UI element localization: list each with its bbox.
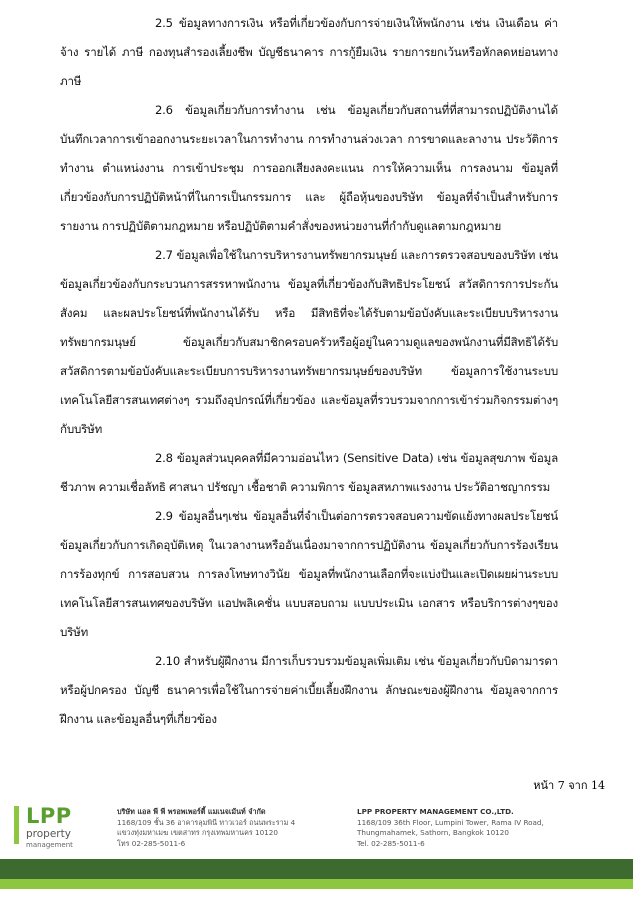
phone-thai: โทร 02-285-5011-6 (117, 838, 186, 848)
paragraph-2-10: 2.10 สำหรับผู้ฝึกงาน มีการเก็บรวบรวมข้อมูลเพิ่มเติม เช่น ข้อมูลเกี่ยวกับบิดามารดาหรือผู้ปกครอง บัญชี ธนาคารเพื่อใช้ในการจ่ายค่าเบี้ยเลี้ยงฝึกงาน ลักษณะของผู้ฝึกงาน ข้อมูลจากการฝึกงาน และข้อมูลอื่นๆที่เกี่ยวข้อง (60, 654, 558, 726)
logo-name: LPP (26, 804, 72, 828)
page-footer (0, 795, 633, 897)
address-english (357, 807, 607, 849)
phone-english: Tel. 02-285-5011-6 (357, 838, 425, 848)
address-line-1-thai: 1168/109 ชั้น 36 อาคารลุมพินี ทาวเวอร์ ถนนพระราม 4 (117, 817, 296, 827)
logo-subtitle-2: management (26, 841, 73, 849)
address-line-2-english: Thungmahamek, Sathorn, Bangkok 10120 (357, 828, 509, 837)
paragraph-2-7: 2.7 ข้อมูลเพื่อใช้ในการบริหารงานทรัพยากรมนุษย์ และการตรวจสอบของบริษัท เช่น ข้อมูลเกี่ยวข้องกับกระบวนการสรรหาพนักงาน ข้อมูลที่เกี่ยวข้องกับสิทธิประโยชน์ สวัสดิการการประกันสังคม และผลประโยชน์ที่พนักงานได้รับ หรือ มีสิทธิที่จะได้รับตามข้อบังคับและระเบียบบริหารงานทรัพยากรมนุษย์ ข้อมูลเกี่ยวกับสมาชิกครอบครัวหรือผู้อยู่ในความดูแลของพนักงานที่มีสิทธิได้รับสวัสดิการตามข้อบังคับและระเบียบการบริหารงานทรัพยากรมนุษย์ของบริษัท ข้อมูลการใช้งานระบบเทคโนโลยีสารสนเทศต่างๆ รวมถึงอุปกรณ์ที่เกี่ยวข้อง และข้อมูลที่รวบรวมจากการเข้าร่วมกิจกรรมต่างๆกับบริษัท (60, 248, 558, 436)
address-line-1-english: 1168/109 36th Floor, Lumpini Tower, Rama IV Road, (357, 817, 544, 827)
footer-band-dark (0, 859, 633, 879)
logo-subtitle: property (26, 828, 71, 840)
paragraph-2-5: 2.5 ข้อมูลทางการเงิน หรือที่เกี่ยวข้องกับการจ่ายเงินให้พนักงาน เช่น เงินเดือน ค่าจ้าง รายได้ ภาษี กองทุนสำรองเลี้ยงชีพ บัญชีธนาคาร การกู้ยืมเงิน รายการยกเว้นหรือหักลดหย่อนทางภาษี (60, 16, 558, 88)
document-body (60, 9, 558, 734)
paragraph-2-9: 2.9 ข้อมูลอื่นๆเช่น ข้อมูลอื่นที่จำเป็นต่อการตรวจสอบความขัดแย้งทางผลประโยชน์ ข้อมูลเกี่ยวกับการเกิดอุบัติเหตุ ในเวลางานหรืออันเนื่องมาจากการปฏิบัติงาน ข้อมูลเกี่ยวกับการร้องเรียน การร้องทุกข์ การสอบสวน การลงโทษทางวินัย ข้อมูลที่พนักงานเลือกที่จะแบ่งปันและเปิดเผยผ่านระบบเทคโนโลยีสารสนเทศของบริษัท แอปพลิเคชั่น แบบสอบถาม แบบประเมิน เอกสาร หรือบริการต่างๆของบริษัท (60, 509, 558, 639)
company-logo (14, 804, 94, 856)
company-name-thai: บริษัท แอล พี พี พรอพเพอร์ตี้ แมเนจเม้นท์ จำกัด (117, 807, 266, 816)
address-line-2-thai: แขวงทุ่งมหาเมฆ เขตสาทร กรุงเทพมหานคร 10120 (117, 828, 278, 837)
paragraph-2-8: 2.8 ข้อมูลส่วนบุคคลที่มีความอ่อนไหว (Sensitive Data) เช่น ข้อมูลสุขภาพ ข้อมูลชีวภาพ ความเชื่อลัทธิ ศาสนา ปรัชญา เชื้อชาติ ความพิการ ข้อมูลสหภาพแรงงาน ประวัติอาชญากรรม (60, 451, 558, 494)
page-number: หน้า 7 จาก 14 (533, 779, 605, 792)
address-thai (117, 807, 357, 849)
logo-mark-icon (14, 806, 19, 844)
paragraph-2-6: 2.6 ข้อมูลเกี่ยวกับการทำงาน เช่น ข้อมูลเกี่ยวกับสถานที่ที่สามารถปฏิบัติงานได้บันทึกเวลาการเข้าออกงานระยะเวลาในการทำงาน การทำงานล่วงเวลา การขาดและลางาน ประวัติการทำงาน ตำแหน่งงาน การเข้าประชุม การออกเสียงลงคะแนน การให้ความเห็น การลงนาม ข้อมูลที่เกี่ยวข้องกับการปฏิบัติหน้าที่ในการเป็นกรรมการ และ ผู้ถือหุ้นของบริษัท ข้อมูลที่จำเป็นสำหรับการรายงาน การปฏิบัติตามกฎหมาย หรือปฏิบัติตามคำสั่งของหน่วยงานที่กำกับดูแลตามกฎหมาย (60, 103, 558, 233)
company-name-english: LPP PROPERTY MANAGEMENT CO.,LTD. (357, 807, 514, 816)
footer-band-light (0, 879, 633, 889)
